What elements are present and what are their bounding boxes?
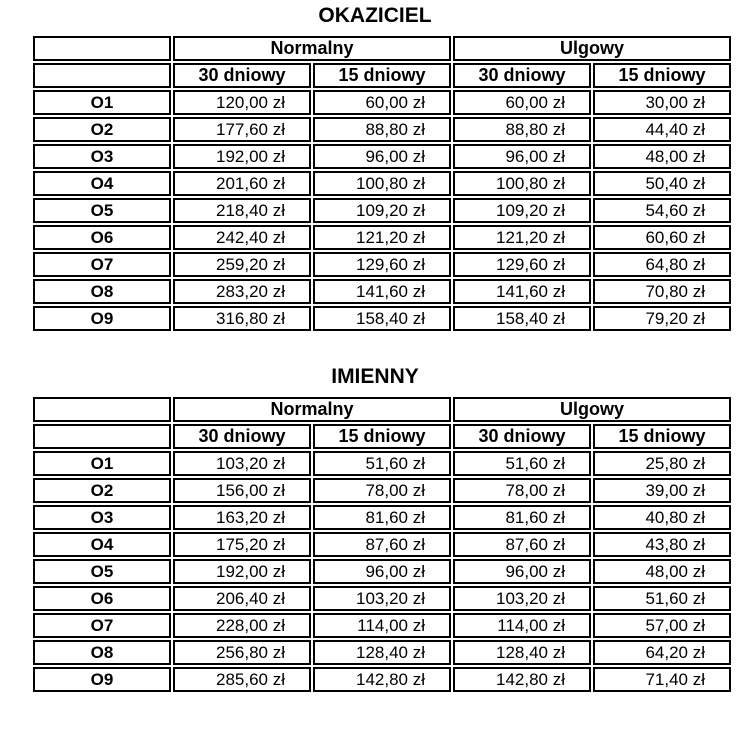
table-row xyxy=(33,279,731,304)
price-cell: 218,40 zł xyxy=(173,198,311,223)
price-cell: 141,60 zł xyxy=(313,279,451,304)
row-label: O3 xyxy=(33,144,171,169)
price-cell: 128,40 zł xyxy=(453,640,591,665)
price-cell: 60,60 zł xyxy=(593,225,731,250)
table-row xyxy=(33,532,731,557)
price-cell: 242,40 zł xyxy=(173,225,311,250)
price-cell: 192,00 zł xyxy=(173,144,311,169)
price-cell: 50,40 zł xyxy=(593,171,731,196)
row-label: O6 xyxy=(33,586,171,611)
price-cell: 48,00 zł xyxy=(593,559,731,584)
price-cell: 201,60 zł xyxy=(173,171,311,196)
row-label: O4 xyxy=(33,171,171,196)
group-header-normalny: Normalny xyxy=(173,36,451,61)
price-cell: 40,80 zł xyxy=(593,505,731,530)
price-cell: 96,00 zł xyxy=(313,144,451,169)
price-cell: 79,20 zł xyxy=(593,306,731,331)
price-cell: 25,80 zł xyxy=(593,451,731,476)
price-cell: 39,00 zł xyxy=(593,478,731,503)
price-cell: 78,00 zł xyxy=(313,478,451,503)
group-header-row xyxy=(33,36,731,61)
price-cell: 96,00 zł xyxy=(453,144,591,169)
price-cell: 87,60 zł xyxy=(453,532,591,557)
price-cell: 103,20 zł xyxy=(173,451,311,476)
imienny-section xyxy=(0,365,750,694)
price-cell: 285,60 zł xyxy=(173,667,311,692)
table-row xyxy=(33,640,731,665)
price-cell: 48,00 zł xyxy=(593,144,731,169)
price-cell: 71,40 zł xyxy=(593,667,731,692)
table-row xyxy=(33,198,731,223)
price-cell: 129,60 zł xyxy=(313,252,451,277)
subheader-normalny-30: 30 dniowy xyxy=(173,63,311,88)
price-cell: 114,00 zł xyxy=(313,613,451,638)
subheader-ulgowy-15: 15 dniowy xyxy=(593,63,731,88)
row-label: O2 xyxy=(33,117,171,142)
price-cell: 43,80 zł xyxy=(593,532,731,557)
corner-cell xyxy=(33,397,171,422)
group-header-ulgowy: Ulgowy xyxy=(453,397,731,422)
price-cell: 256,80 zł xyxy=(173,640,311,665)
price-cell: 96,00 zł xyxy=(453,559,591,584)
price-cell: 88,80 zł xyxy=(313,117,451,142)
price-cell: 51,60 zł xyxy=(313,451,451,476)
sub-header-row xyxy=(33,63,731,88)
price-cell: 60,00 zł xyxy=(313,90,451,115)
price-cell: 96,00 zł xyxy=(313,559,451,584)
price-cell: 259,20 zł xyxy=(173,252,311,277)
price-cell: 57,00 zł xyxy=(593,613,731,638)
row-label: O6 xyxy=(33,225,171,250)
price-cell: 103,20 zł xyxy=(453,586,591,611)
row-label: O8 xyxy=(33,279,171,304)
subheader-normalny-30: 30 dniowy xyxy=(173,424,311,449)
okaziciel-price-table xyxy=(31,34,733,333)
price-cell: 60,00 zł xyxy=(453,90,591,115)
table-row xyxy=(33,306,731,331)
row-label: O9 xyxy=(33,306,171,331)
price-cell: 206,40 zł xyxy=(173,586,311,611)
price-cell: 121,20 zł xyxy=(313,225,451,250)
table-row xyxy=(33,613,731,638)
row-label: O2 xyxy=(33,478,171,503)
price-cell: 54,60 zł xyxy=(593,198,731,223)
table-row xyxy=(33,478,731,503)
table-title-okaziciel: OKAZICIEL xyxy=(318,4,432,27)
row-label: O5 xyxy=(33,559,171,584)
okaziciel-section xyxy=(0,0,750,333)
subheader-ulgowy-30: 30 dniowy xyxy=(453,63,591,88)
row-label: O4 xyxy=(33,532,171,557)
price-cell: 70,80 zł xyxy=(593,279,731,304)
price-cell: 120,00 zł xyxy=(173,90,311,115)
price-cell: 109,20 zł xyxy=(313,198,451,223)
row-label: O8 xyxy=(33,640,171,665)
row-label: O1 xyxy=(33,90,171,115)
price-cell: 192,00 zł xyxy=(173,559,311,584)
price-cell: 158,40 zł xyxy=(453,306,591,331)
price-cell: 141,60 zł xyxy=(453,279,591,304)
subheader-normalny-15: 15 dniowy xyxy=(313,63,451,88)
price-cell: 283,20 zł xyxy=(173,279,311,304)
price-cell: 142,80 zł xyxy=(453,667,591,692)
price-cell: 64,20 zł xyxy=(593,640,731,665)
row-label: O9 xyxy=(33,667,171,692)
price-cell: 44,40 zł xyxy=(593,117,731,142)
table-row xyxy=(33,451,731,476)
imienny-price-table xyxy=(31,395,733,694)
price-cell: 51,60 zł xyxy=(453,451,591,476)
price-cell: 121,20 zł xyxy=(453,225,591,250)
row-label: O3 xyxy=(33,505,171,530)
group-header-row xyxy=(33,397,731,422)
price-cell: 100,80 zł xyxy=(313,171,451,196)
subheader-ulgowy-15: 15 dniowy xyxy=(593,424,731,449)
table-row xyxy=(33,667,731,692)
table-row xyxy=(33,90,731,115)
table-row xyxy=(33,586,731,611)
price-cell: 158,40 zł xyxy=(313,306,451,331)
price-cell: 228,00 zł xyxy=(173,613,311,638)
group-header-normalny: Normalny xyxy=(173,397,451,422)
price-cell: 109,20 zł xyxy=(453,198,591,223)
table-row xyxy=(33,117,731,142)
corner-cell xyxy=(33,424,171,449)
price-cell: 128,40 zł xyxy=(313,640,451,665)
price-cell: 103,20 zł xyxy=(313,586,451,611)
price-cell: 51,60 zł xyxy=(593,586,731,611)
sub-header-row xyxy=(33,424,731,449)
price-cell: 78,00 zł xyxy=(453,478,591,503)
price-cell: 114,00 zł xyxy=(453,613,591,638)
table-row xyxy=(33,559,731,584)
price-cell: 100,80 zł xyxy=(453,171,591,196)
price-cell: 88,80 zł xyxy=(453,117,591,142)
table-row xyxy=(33,225,731,250)
price-cell: 163,20 zł xyxy=(173,505,311,530)
row-label: O1 xyxy=(33,451,171,476)
price-cell: 177,60 zł xyxy=(173,117,311,142)
table-row xyxy=(33,171,731,196)
group-header-ulgowy: Ulgowy xyxy=(453,36,731,61)
price-cell: 175,20 zł xyxy=(173,532,311,557)
price-cell: 129,60 zł xyxy=(453,252,591,277)
price-cell: 316,80 zł xyxy=(173,306,311,331)
subheader-ulgowy-30: 30 dniowy xyxy=(453,424,591,449)
price-cell: 64,80 zł xyxy=(593,252,731,277)
table-row xyxy=(33,505,731,530)
row-label: O5 xyxy=(33,198,171,223)
table-row xyxy=(33,144,731,169)
row-label: O7 xyxy=(33,613,171,638)
price-cell: 142,80 zł xyxy=(313,667,451,692)
price-cell: 87,60 zł xyxy=(313,532,451,557)
price-cell: 156,00 zł xyxy=(173,478,311,503)
table-title-imienny: IMIENNY xyxy=(331,365,419,388)
subheader-normalny-15: 15 dniowy xyxy=(313,424,451,449)
corner-cell xyxy=(33,36,171,61)
row-label: O7 xyxy=(33,252,171,277)
price-cell: 81,60 zł xyxy=(453,505,591,530)
price-cell: 81,60 zł xyxy=(313,505,451,530)
corner-cell xyxy=(33,63,171,88)
table-row xyxy=(33,252,731,277)
price-cell: 30,00 zł xyxy=(593,90,731,115)
